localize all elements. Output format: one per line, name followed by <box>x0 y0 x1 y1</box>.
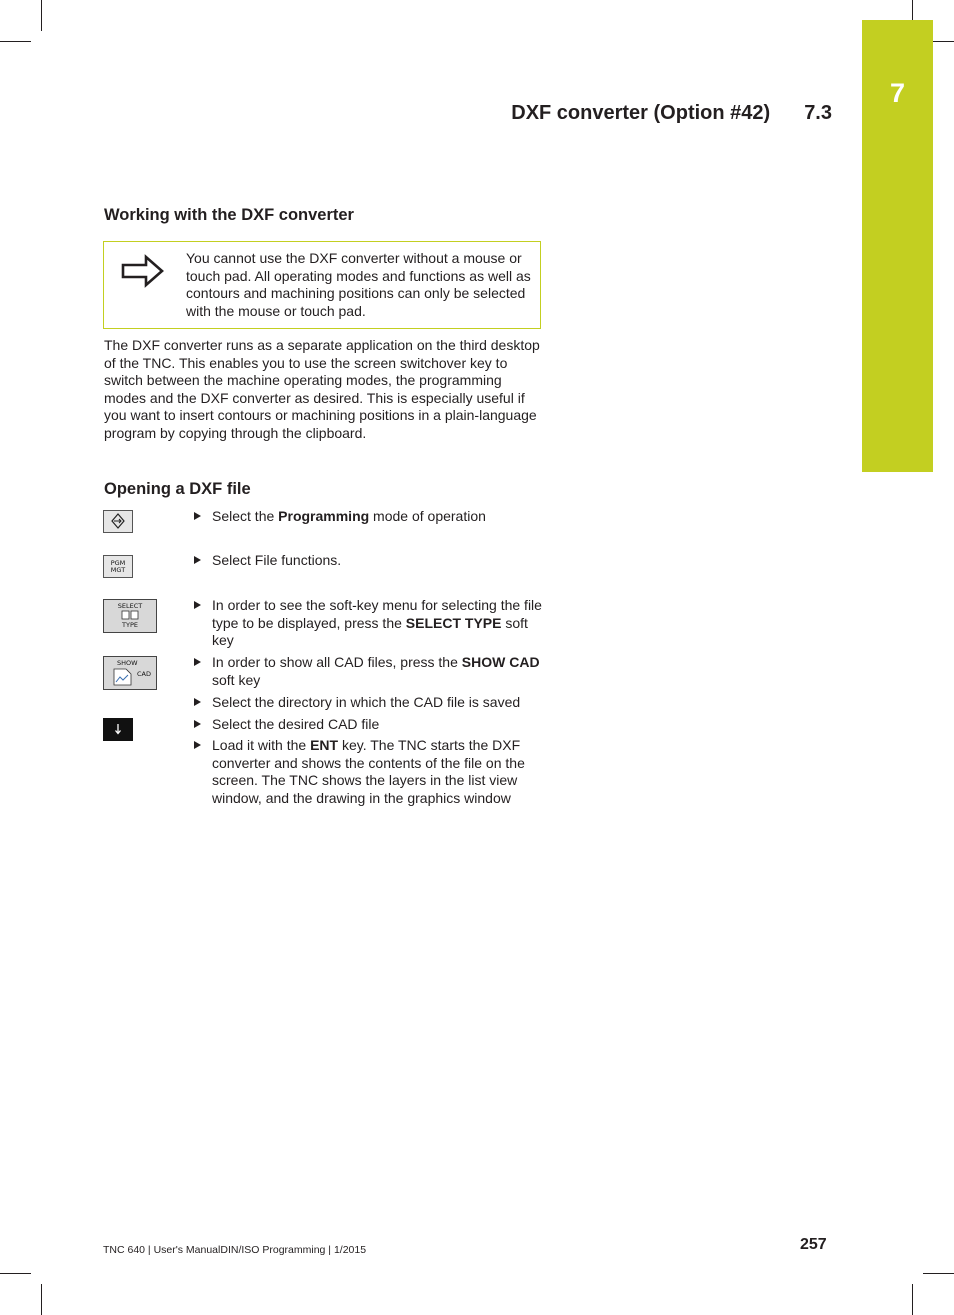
footer-text: TNC 640 | User's ManualDIN/ISO Programming | 1/2015 <box>103 1244 367 1256</box>
ent-key[interactable] <box>103 718 133 741</box>
step-item: Select the directory in which the CAD file is saved <box>194 694 544 712</box>
show-cad-line2: CAD <box>137 670 151 678</box>
pgm-mgt-line1: PGM <box>110 558 126 567</box>
bullet-triangle-icon <box>194 601 201 609</box>
crop-mark <box>0 41 31 42</box>
select-type-line2: TYPE <box>122 621 138 629</box>
select-type-line1: SELECT <box>117 602 143 610</box>
crop-mark <box>41 0 42 31</box>
show-cad-softkey[interactable] <box>103 656 157 690</box>
pgm-mgt-line2: MGT <box>110 565 126 574</box>
ent-arrow-icon <box>113 722 123 738</box>
running-head-title: DXF converter (Option #42) <box>511 102 771 124</box>
chapter-tab <box>862 20 933 472</box>
programming-mode-icon <box>110 513 126 531</box>
step-item: Select File functions. <box>194 552 544 570</box>
bullet-triangle-icon <box>194 556 201 564</box>
programming-mode-key[interactable] <box>103 510 133 533</box>
running-head <box>430 102 832 125</box>
cad-file-icon <box>113 668 133 688</box>
intro-paragraph: The DXF converter runs as a separate application on the third desktop of the TNC. This enables you to use the screen switchover key to switch between the machine operating modes, the programming modes and the DXF converter as desired. This is especially useful if you want to insert contours or machining positions in a plain-language program by copying through the clipboard. <box>104 337 540 441</box>
crop-mark <box>912 1284 913 1315</box>
pgm-mgt-key[interactable] <box>103 555 133 578</box>
step-item: Select the Programming mode of operation <box>194 508 544 526</box>
crop-mark <box>923 1273 954 1274</box>
step-item: Load it with the ENT key. The TNC starts the DXF converter and shows the contents of the file on the screen. The TNC shows the layers in the list view window, and the drawing in the graphics window <box>194 737 544 807</box>
select-type-softkey[interactable] <box>103 599 157 633</box>
chapter-number: 7 <box>889 78 906 108</box>
page-number: 257 <box>800 1236 827 1253</box>
bullet-triangle-icon <box>194 720 201 728</box>
step-item: In order to show all CAD files, press the SHOW CAD soft key <box>194 654 544 689</box>
bullet-triangle-icon <box>194 658 201 666</box>
bullet-triangle-icon <box>194 512 201 520</box>
arrow-right-icon <box>120 254 166 293</box>
bullet-triangle-icon <box>194 741 201 749</box>
sub-heading: Opening a DXF file <box>104 480 251 498</box>
show-cad-line1: SHOW <box>117 659 138 667</box>
running-head-section: 7.3 <box>804 102 832 124</box>
step-item: Select the desired CAD file <box>194 716 544 734</box>
crop-mark <box>41 1284 42 1315</box>
step-item: In order to see the soft-key menu for selecting the file type to be displayed, press the SELECT TYPE soft key <box>194 597 544 650</box>
note-box <box>103 241 541 329</box>
bullet-triangle-icon <box>194 698 201 706</box>
note-text: You cannot use the DXF converter without a mouse or touch pad. All operating modes and functions as well as contours and machining positions can only be selected with the mouse or touch pad. <box>186 250 531 319</box>
section-heading: Working with the DXF converter <box>104 206 354 224</box>
crop-mark <box>0 1273 31 1274</box>
